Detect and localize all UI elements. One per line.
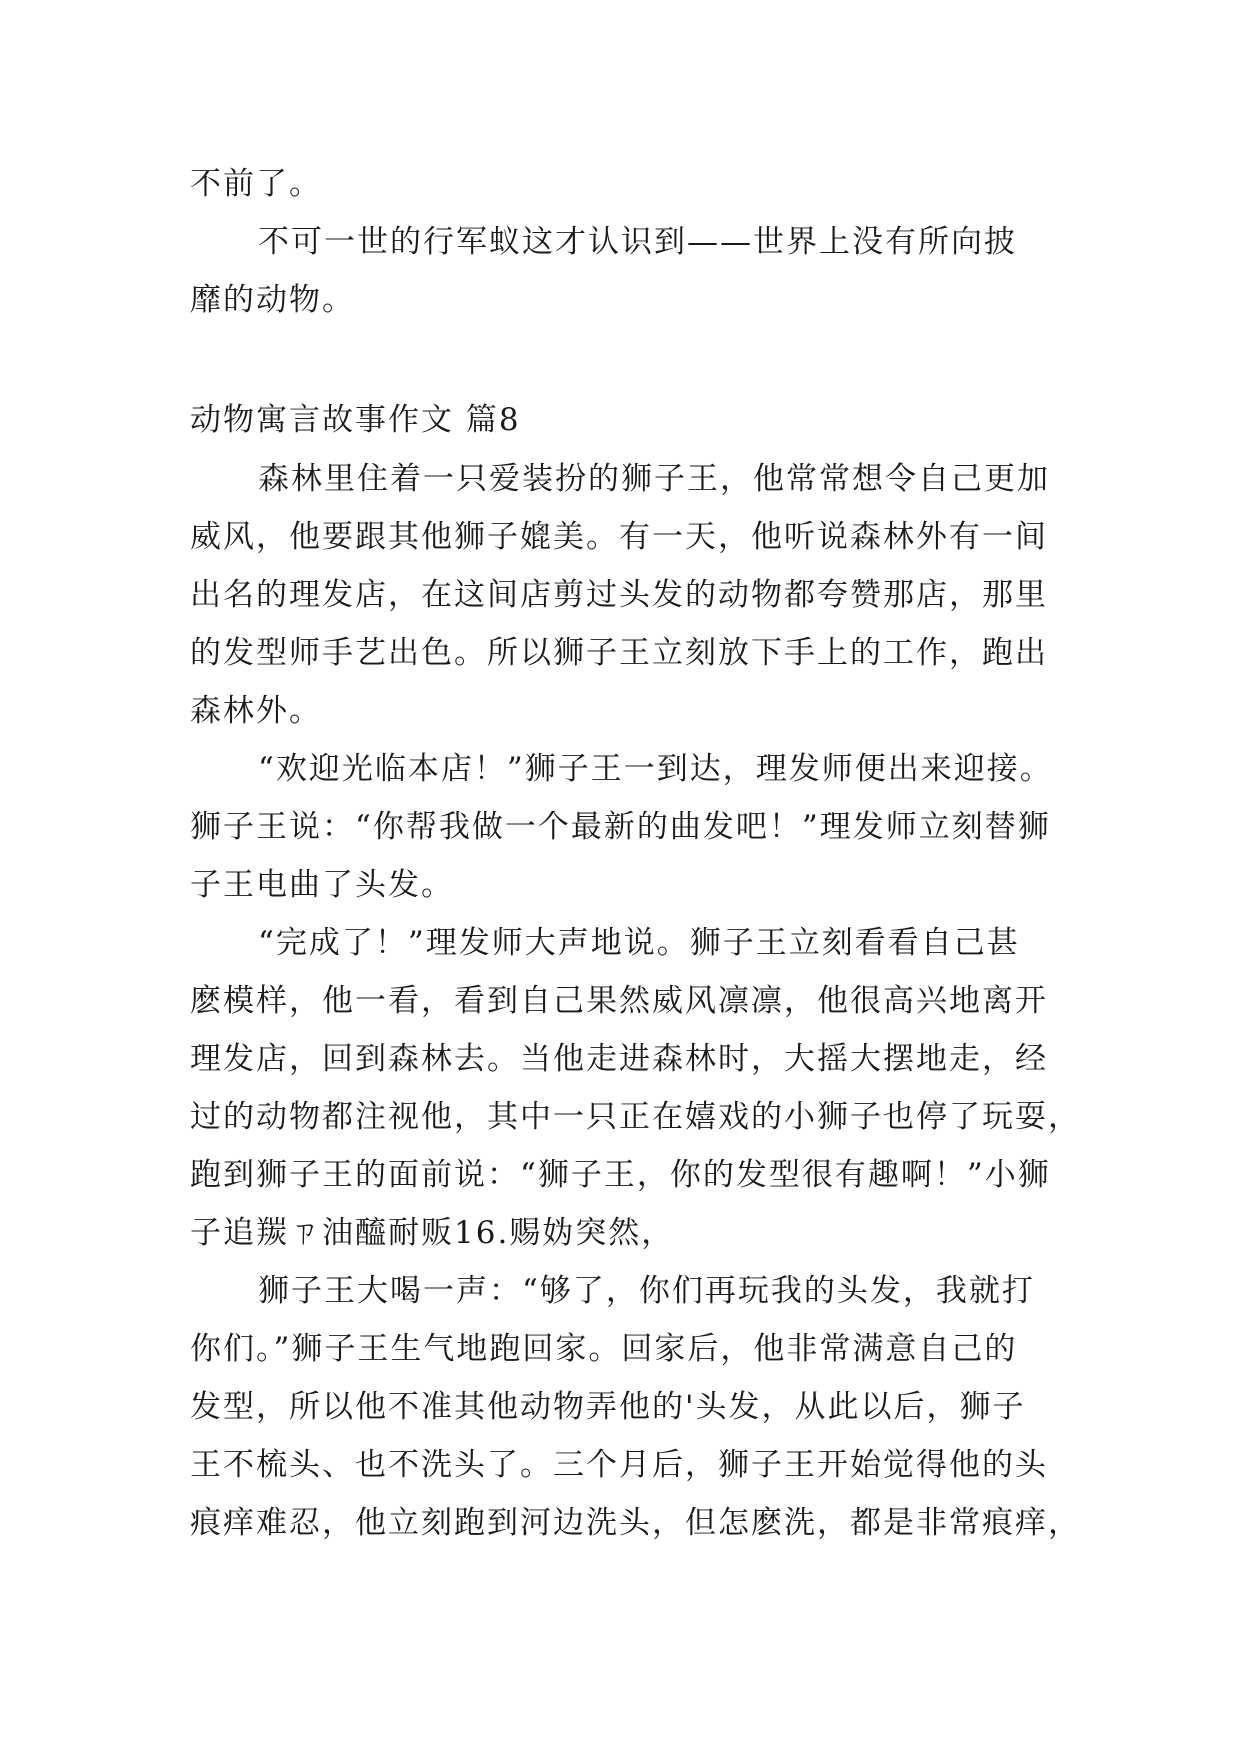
text-line: 出名的理发店，在这间店剪过头发的动物都夸赞那店，那里 bbox=[190, 577, 1048, 613]
text-line: 理发店，回到森林去。当他走进森林时，大摇大摆地走，经 bbox=[190, 1041, 1048, 1077]
text-line: 你们。”狮子王生气地跑回家。回家后，他非常满意自己的 bbox=[190, 1331, 1018, 1367]
text-line: 森林外。 bbox=[190, 693, 322, 729]
text-line: 不可一世的行军蚁这才认识到——世界上没有所向披 bbox=[258, 224, 1017, 260]
text-line: 威风，他要跟其他狮子媲美。有一天，他听说森林外有一间 bbox=[190, 519, 1048, 555]
text-line: 发型，所以他不准其他动物弄他的'头发，从此以后，狮子 bbox=[190, 1389, 1026, 1425]
text-line: 不前了。 bbox=[190, 166, 322, 202]
text-line: “完成了！”理发师大声地说。狮子王立刻看看自己甚 bbox=[258, 925, 1020, 961]
section-heading: 动物寓言故事作文 篇8 bbox=[190, 402, 521, 438]
text-line: 森林里住着一只爱装扮的狮子王，他常常想令自己更加 bbox=[258, 461, 1050, 497]
text-line: 子王电曲了头发。 bbox=[190, 867, 454, 903]
text-line: 狮子王大喝一声：“够了，你们再玩我的头发，我就打 bbox=[258, 1273, 1035, 1309]
text-line: 狮子王说：“你帮我做一个最新的曲发吧！”理发师立刻替狮 bbox=[190, 809, 1051, 845]
text-line: 跑到狮子王的面前说：“狮子王，你的发型很有趣啊！”小狮 bbox=[190, 1157, 1051, 1193]
text-line: 子追羰ㄗ油醯耐贩16.赐妫突然， bbox=[190, 1215, 675, 1251]
text-line: 的发型师手艺出色。所以狮子王立刻放下手上的工作，跑出 bbox=[190, 635, 1048, 671]
text-line: 过的动物都注视他，其中一只正在嬉戏的小狮子也停了玩耍， bbox=[190, 1099, 1081, 1135]
text-line: 靡的动物。 bbox=[190, 282, 355, 318]
text-line: 麽模样，他一看，看到自己果然威风凛凛，他很高兴地离开 bbox=[190, 983, 1048, 1019]
story-body bbox=[190, 450, 1081, 1552]
text-line: “欢迎光临本店！”狮子王一到达，理发师便出来迎接。 bbox=[258, 751, 1053, 787]
text-line: 痕痒难忍，他立刻跑到河边洗头，但怎麽洗，都是非常痕痒， bbox=[190, 1505, 1081, 1541]
text-line: 王不梳头、也不洗头了。三个月后，狮子王开始觉得他的头 bbox=[190, 1447, 1048, 1483]
document-text bbox=[190, 155, 1081, 1552]
